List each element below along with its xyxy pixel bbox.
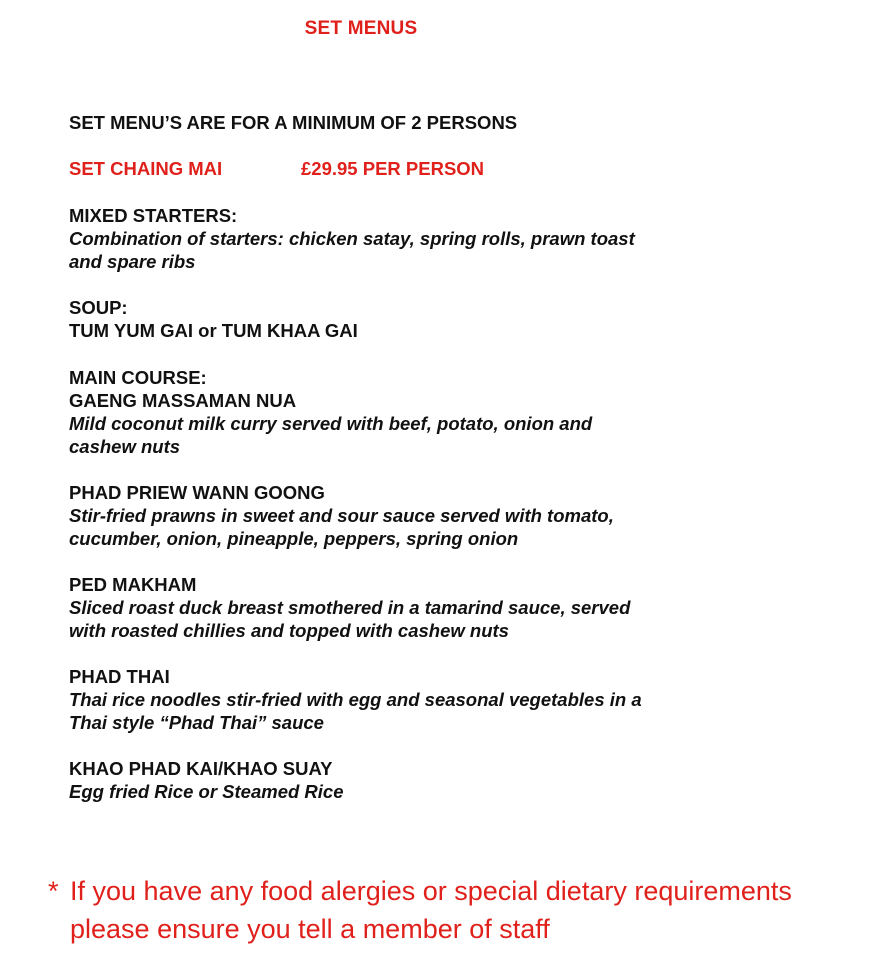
dish-name: PED MAKHAM	[69, 574, 197, 595]
allergy-note	[48, 872, 792, 948]
dish-description-cont: with roasted chillies and topped with cashew nuts	[69, 620, 509, 641]
dish-description: Stir-fried prawns in sweet and sour sauce served with tomato,	[69, 505, 614, 526]
dish-description: Sliced roast duck breast smothered in a tamarind sauce, served	[69, 597, 631, 618]
intro-text: SET MENU’S ARE FOR A MINIMUM OF 2 PERSONS	[69, 112, 518, 133]
dish-description: Mild coconut milk curry served with beef, potato, onion and	[69, 413, 593, 434]
main-course-heading: MAIN COURSE:	[69, 367, 207, 388]
dish-description-cont: cucumber, onion, pineapple, peppers, spring onion	[69, 528, 519, 549]
dish-name: PHAD THAI	[69, 666, 170, 687]
starters-description: Combination of starters: chicken satay, spring rolls, prawn toast	[69, 228, 635, 249]
dish-description-cont: cashew nuts	[69, 436, 181, 457]
dish-name: KHAO PHAD KAI/KHAO SUAY	[69, 758, 333, 779]
dish-description-cont: Thai style “Phad Thai” sauce	[69, 712, 324, 733]
starters-heading: MIXED STARTERS:	[69, 205, 238, 226]
dish-description: Egg fried Rice or Steamed Rice	[69, 781, 344, 802]
set-price: £29.95 PER PERSON	[301, 158, 485, 179]
allergy-note-line1: If you have any food alergies or special dietary requirements	[70, 876, 792, 906]
page-title: SET MENUS	[304, 18, 418, 39]
starters-description-cont: and spare ribs	[69, 251, 196, 272]
soup-options: TUM YUM GAI or TUM KHAA GAI	[69, 320, 358, 341]
soup-heading: SOUP:	[69, 297, 128, 318]
asterisk-icon: *	[48, 876, 59, 906]
dish-name: GAENG MASSAMAN NUA	[69, 390, 297, 411]
set-name: SET CHAING MAI	[69, 158, 223, 179]
dish-name: PHAD PRIEW WANN GOONG	[69, 482, 325, 503]
dish-description: Thai rice noodles stir-fried with egg and seasonal vegetables in a	[69, 689, 642, 710]
allergy-note-line2: please ensure you tell a member of staff	[70, 914, 550, 944]
